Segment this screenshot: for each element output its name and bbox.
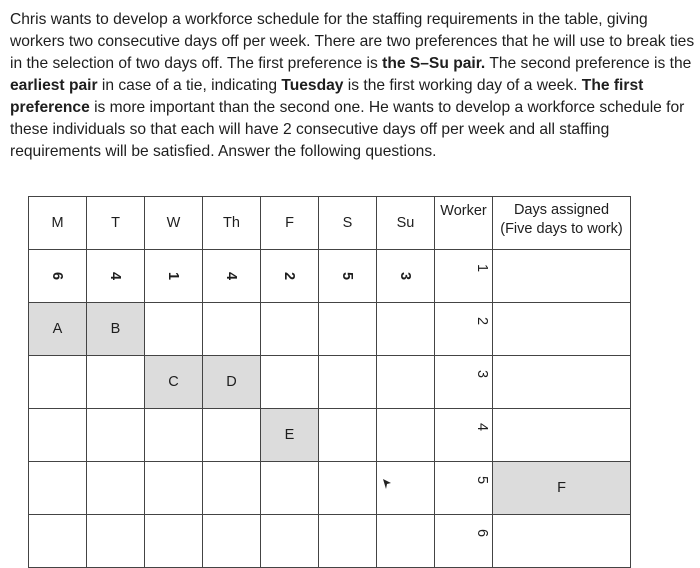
schedule-cell [87, 356, 145, 409]
requirement-cell: 3 [377, 250, 435, 303]
table-row [29, 250, 631, 303]
worker-number: 6 [435, 515, 493, 568]
schedule-cell: D [203, 356, 261, 409]
schedule-cell [319, 303, 377, 356]
table-row [29, 515, 631, 568]
schedule-cell [29, 356, 87, 409]
schedule-cell: A [29, 303, 87, 356]
schedule-cell [319, 462, 377, 515]
schedule-cell [29, 462, 87, 515]
schedule-cell [203, 515, 261, 568]
header-day-th: Th [203, 197, 261, 250]
requirement-cell: 4 [87, 250, 145, 303]
header-day-f: F [261, 197, 319, 250]
table-row [29, 409, 631, 462]
worker-number: 2 [435, 303, 493, 356]
requirement-cell: 1 [145, 250, 203, 303]
requirement-cell: 2 [261, 250, 319, 303]
schedule-cell [261, 356, 319, 409]
schedule-cell [87, 409, 145, 462]
table-row [29, 356, 631, 409]
worker-number: 4 [435, 409, 493, 462]
table-row [29, 462, 631, 515]
table-row [29, 303, 631, 356]
schedule-cell [377, 515, 435, 568]
days-assigned-cell [493, 356, 631, 409]
schedule-cell [377, 303, 435, 356]
days-assigned-cell [493, 250, 631, 303]
days-assigned-line2: (Five days to work) [500, 221, 623, 237]
days-assigned-cell [493, 515, 631, 568]
worker-number: 5 [435, 462, 493, 515]
mouse-cursor-icon [382, 478, 392, 490]
schedule-cell [261, 515, 319, 568]
schedule-cell [145, 515, 203, 568]
days-assigned-cell: F [493, 462, 631, 515]
header-day-s: S [319, 197, 377, 250]
schedule-cell [261, 462, 319, 515]
header-day-m: M [29, 197, 87, 250]
schedule-cell [319, 515, 377, 568]
header-day-t: T [87, 197, 145, 250]
requirement-cell: 4 [203, 250, 261, 303]
days-assigned-cell [493, 409, 631, 462]
header-day-su: Su [377, 197, 435, 250]
schedule-cell [87, 462, 145, 515]
schedule-cell: C [145, 356, 203, 409]
worker-number: 3 [435, 356, 493, 409]
schedule-cell [29, 515, 87, 568]
days-assigned-line1: Days assigned [513, 202, 610, 218]
header-worker: Worker [435, 197, 493, 250]
requirement-cell: 5 [319, 250, 377, 303]
header-days-assigned [493, 197, 631, 250]
schedule-cell [29, 409, 87, 462]
schedule-cell [203, 303, 261, 356]
schedule-cell [145, 462, 203, 515]
schedule-cell: B [87, 303, 145, 356]
problem-statement: Chris wants to develop a workforce schedule for the staffing requirements in the table, giving workers two consecutive days off per week. There are two preferences that he will use to break ties in the selection of two days off. The first preference is the S–Su pair. The second preference is the earliest pair in case of a tie, indicating Tuesday is the first working day of a week. The first preference is more important than the second one. He wants to develop a workforce schedule for these individuals so that each will have 2 consecutive days off per week and all staffing requirements will be satisfied. Answer the following questions. [10, 11, 695, 160]
worker-number: 1 [435, 250, 493, 303]
schedule-cell: E [261, 409, 319, 462]
schedule-cell [261, 303, 319, 356]
header-row [29, 197, 631, 250]
schedule-cell [203, 462, 261, 515]
header-day-w: W [145, 197, 203, 250]
schedule-cell [319, 356, 377, 409]
schedule-cell [145, 303, 203, 356]
schedule-cell [203, 409, 261, 462]
requirement-cell: 6 [29, 250, 87, 303]
schedule-cell [319, 409, 377, 462]
schedule-cell [87, 515, 145, 568]
schedule-table-container [28, 196, 631, 568]
schedule-table [28, 196, 631, 568]
schedule-cell [377, 356, 435, 409]
days-assigned-cell [493, 303, 631, 356]
schedule-cell [377, 409, 435, 462]
schedule-cell [145, 409, 203, 462]
